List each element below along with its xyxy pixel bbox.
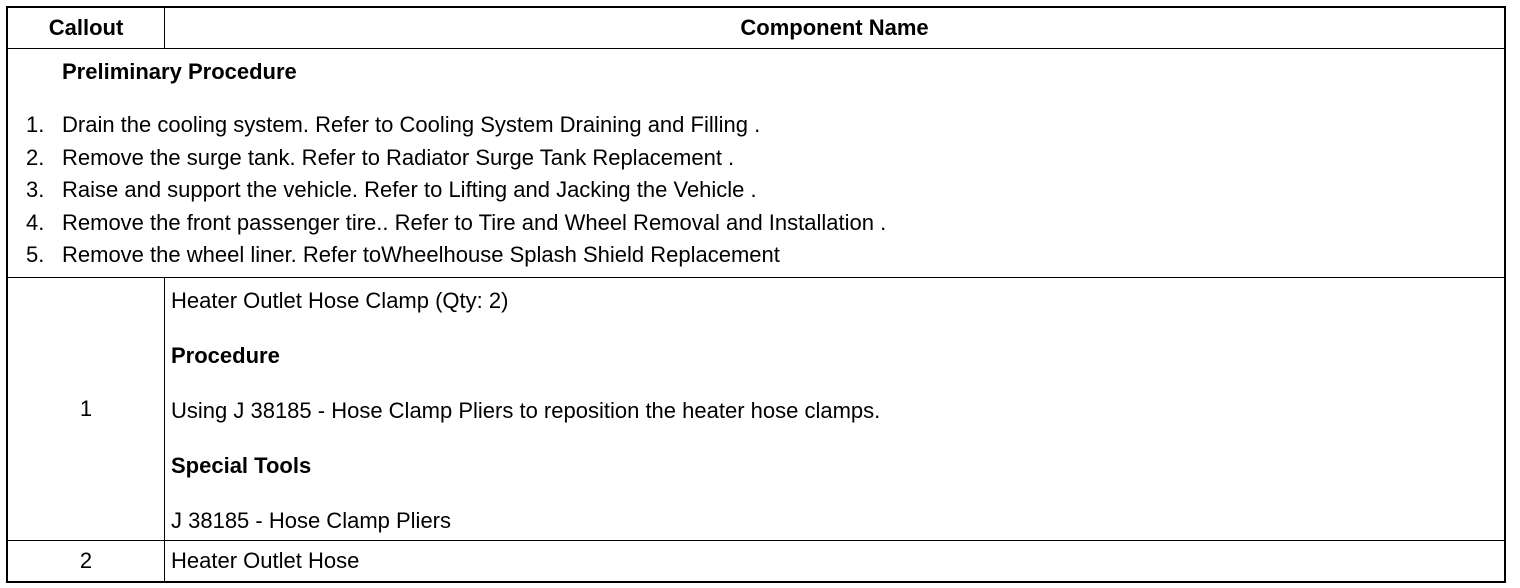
step-number: 5. xyxy=(26,242,45,267)
table-row xyxy=(8,278,1504,541)
callout-header: Callout xyxy=(8,8,165,48)
preliminary-cell xyxy=(8,49,1504,277)
step-number: 1. xyxy=(26,112,45,137)
step-text: Remove the wheel liner. Refer toWheelhouse Splash Shield Replacement xyxy=(62,242,780,267)
component-name: Heater Outlet Hose Clamp (Qty: 2) xyxy=(171,288,509,313)
preliminary-steps xyxy=(26,109,1504,272)
table-row xyxy=(8,541,1504,581)
special-tools-heading: Special Tools xyxy=(171,453,312,478)
callout-cell: 2 xyxy=(8,541,165,581)
special-tools-text: J 38185 - Hose Clamp Pliers xyxy=(171,508,452,533)
list-item xyxy=(26,239,1504,272)
step-number: 3. xyxy=(26,177,45,202)
list-item xyxy=(26,142,1504,175)
component-table xyxy=(6,6,1506,583)
step-number: 2. xyxy=(26,144,45,170)
list-item xyxy=(26,207,1504,240)
step-text: Drain the cooling system. Refer to Cooling System Draining and Filling . xyxy=(62,112,761,137)
callout-cell: 1 xyxy=(8,278,165,540)
procedure-heading: Procedure xyxy=(171,343,280,368)
component-name-header: Component Name xyxy=(740,15,929,40)
step-text: Remove the front passenger tire.. Refer to Tire and Wheel Removal and Installation . xyxy=(62,209,887,235)
list-item xyxy=(26,109,1504,142)
step-text: Remove the surge tank. Refer to Radiator Surge Tank Replacement . xyxy=(62,144,735,170)
step-text: Raise and support the vehicle. Refer to Lifting and Jacking the Vehicle . xyxy=(62,177,757,202)
preliminary-title: Preliminary Procedure xyxy=(62,59,297,84)
list-item xyxy=(26,174,1504,207)
procedure-text: Using J 38185 - Hose Clamp Pliers to reposition the heater hose clamps. xyxy=(171,398,881,423)
preliminary-row xyxy=(8,49,1504,278)
component-cell: Heater Outlet Hose xyxy=(171,548,360,573)
step-number: 4. xyxy=(26,209,45,235)
table-header-row xyxy=(8,8,1504,49)
component-cell xyxy=(165,278,1504,540)
